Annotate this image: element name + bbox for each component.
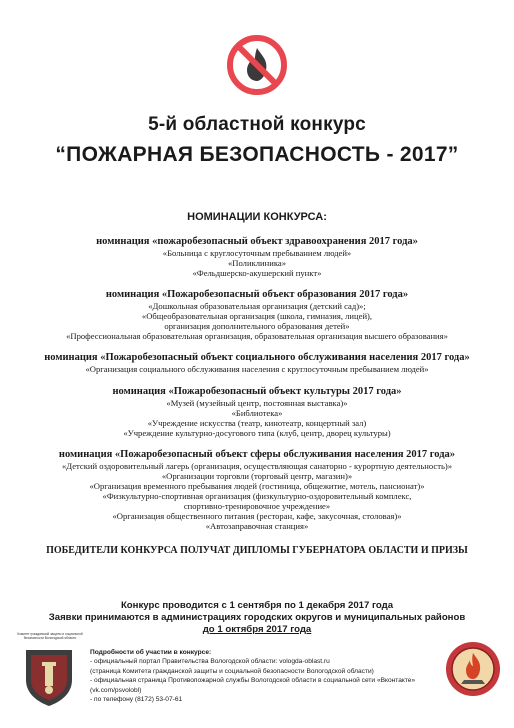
nomination-social-services [0,352,514,374]
contacts-line: (vk.com/psvolobl) [90,686,142,694]
nomination-consumer-services [0,449,514,531]
nomination-item: «Больница с круглосуточным пребыванием людей» [162,248,352,258]
contest-title-line2: “ПОЖАРНАЯ БЕЗОПАСНОСТЬ - 2017” [55,143,459,166]
contacts-line: - официальная страница Противопожарной службы Вологодской области в социальной сети «Вконтакте» [90,677,416,685]
contacts-line: - официальный портал Правительства Вологодской области: vologda-oblast.ru [90,658,330,666]
contacts-line: - по телефону (8172) 53-07-61 [90,696,183,704]
winners-announcement: ПОБЕДИТЕЛИ КОНКУРСА ПОЛУЧАТ ДИПЛОМЫ ГУБЕРНАТОРА ОБЛАСТИ И ПРИЗЫ [46,545,468,556]
nomination-item: «Учреждение культурно-досугового типа (клуб, центр, дворец культуры) [123,428,391,438]
contest-dates [0,600,514,636]
nomination-item: «Библиотека» [231,408,283,418]
nomination-item: «Профессиональная образовательная организация, образовательная организация высшего образования» [66,331,448,341]
application-deadline: до 1 октября 2017 года [202,624,312,635]
nomination-item: спортивно-тренировочное учреждение» [183,501,331,511]
nomination-item: «Автозаправочная станция» [205,521,309,531]
nomination-item: «Учреждение искусства (театр, кинотеатр, концертный зал) [147,418,367,428]
nomination-title: номинация «Пожаробезопасный объект социального обслуживания населения 2017 года» [44,352,470,363]
nomination-healthcare [0,236,514,278]
contacts-section [90,648,450,704]
nomination-item: «Организации торговли (торговый центр, магазин)» [161,471,353,481]
nomination-culture [0,386,514,438]
contacts-line: (страница Комитета гражданской защиты и социальной безопасности Вологодской области) [90,667,374,675]
nominations-header: НОМИНАЦИИ КОНКУРСА: [187,211,327,223]
nomination-education [0,289,514,341]
nomination-title: номинация «пожаробезопасный объект здравоохранения 2017 года» [96,236,418,247]
nomination-item: «Дошкольная образовательная организация (детский сад)»; [148,301,366,311]
nomination-item: «Физкультурно-спортивная организация (физкультурно-оздоровительный комплекс, [102,491,412,501]
nomination-item: «Организация временного пребывания людей (гостиница, общежитие, мотель, пансионат)» [89,481,425,491]
fire-service-emblem-icon [444,640,502,698]
contest-period: Конкурс проводится с 1 сентября по 1 декабря 2017 года [120,600,394,611]
applications-info: Заявки принимаются в администрациях городских округов и муниципальных районов [48,612,466,623]
contacts-header: Подробности об участии в конкурсе: [90,649,212,656]
nomination-item: «Музей (музейный центр, постоянная выставка)» [166,398,348,408]
nomination-item: «Организация социального обслуживания населения с круглосуточным пребыванием людей» [85,364,429,374]
nomination-title: номинация «Пожаробезопасный объект образования 2017 года» [105,289,409,300]
coat-of-arms-icon [20,640,78,708]
emblem-caption: Комитет гражданской защиты и социальной безопасности Вологодской области [17,632,83,640]
nomination-item: «Общеобразовательная организация (школа, гимназия, лицей), [141,311,373,321]
contest-title-line1: 5-й областной конкурс [148,114,366,135]
nomination-item: «Поликлиника» [228,258,286,268]
nomination-title: номинация «Пожаробезопасный объект культуры 2017 года» [112,386,402,397]
nomination-title: номинация «Пожаробезопасный объект сферы обслуживания населения 2017 года» [58,449,456,460]
nomination-item: «Фельдшерско-акушерский пункт» [192,268,322,278]
nomination-item: «Организация общественного питания (ресторан, кафе, закусочная, столовая)» [112,511,402,521]
nomination-item: «Детский оздоровительный лагерь (организация, осуществляющая санаторно - курортную деятельность)» [61,461,453,471]
nomination-item: организация дополнительного образования детей» [164,321,350,331]
no-fire-icon [226,34,288,96]
